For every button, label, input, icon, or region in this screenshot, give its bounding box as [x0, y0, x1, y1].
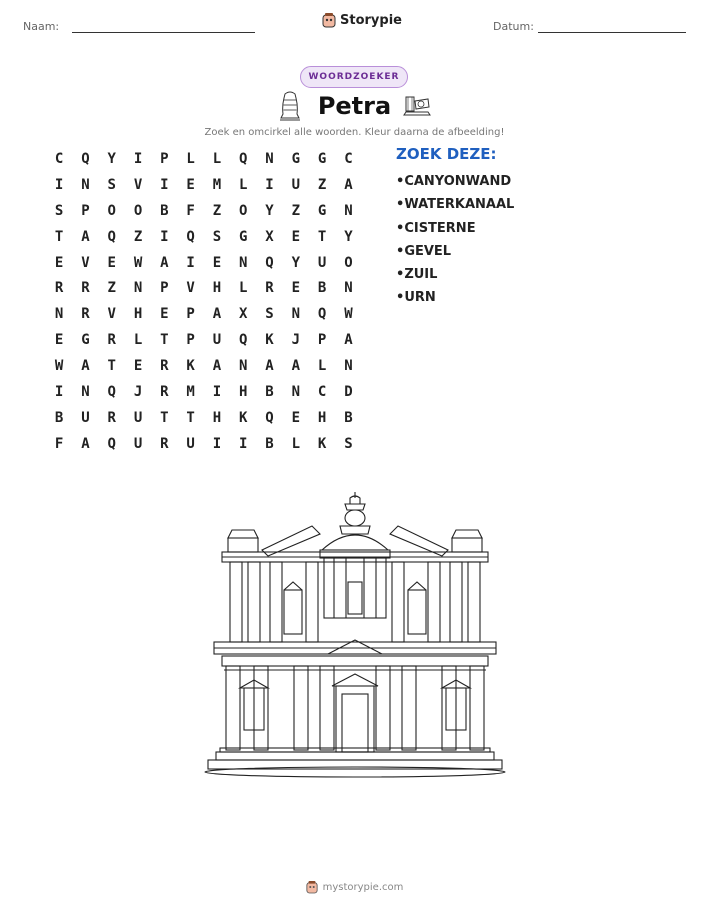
word-list-item: • URN: [396, 286, 514, 309]
grid-letter[interactable]: E: [133, 358, 143, 375]
grid-letter[interactable]: V: [186, 280, 195, 297]
grid-letter[interactable]: H: [212, 409, 222, 426]
grid-letter[interactable]: H: [133, 306, 143, 323]
grid-letter[interactable]: C: [344, 150, 353, 167]
grid-letter[interactable]: L: [186, 150, 195, 167]
grid-letter[interactable]: I: [212, 435, 222, 452]
grid-letter[interactable]: E: [160, 306, 169, 323]
grid-letter[interactable]: N: [239, 358, 248, 375]
grid-letter[interactable]: B: [160, 202, 169, 219]
grid-letter[interactable]: C: [317, 383, 327, 400]
grid-letter[interactable]: Z: [133, 228, 143, 245]
grid-letter[interactable]: P: [160, 280, 169, 297]
grid-letter[interactable]: T: [317, 228, 327, 245]
grid-letter[interactable]: A: [344, 332, 353, 349]
grid-letter[interactable]: U: [212, 332, 222, 349]
grid-letter[interactable]: M: [186, 383, 195, 400]
word-list-item: • WATERKANAAL: [396, 193, 514, 216]
grid-letter[interactable]: E: [54, 254, 64, 271]
grid-letter[interactable]: L: [239, 280, 248, 297]
grid-letter[interactable]: I: [54, 383, 64, 400]
grid-letter[interactable]: O: [344, 254, 353, 271]
grid-letter[interactable]: F: [54, 435, 64, 452]
grid-letter[interactable]: S: [107, 176, 116, 193]
grid-letter[interactable]: N: [291, 383, 301, 400]
instructions-text: Zoek en omcirkel alle woorden. Kleur daarna de afbeelding!: [204, 127, 505, 138]
grid-letter[interactable]: O: [239, 202, 248, 219]
grid-letter[interactable]: G: [291, 150, 301, 167]
grid-letter[interactable]: Z: [291, 202, 301, 219]
grid-letter[interactable]: H: [239, 383, 248, 400]
grid-letter[interactable]: Q: [107, 228, 116, 245]
grid-letter[interactable]: H: [317, 409, 327, 426]
grid-letter[interactable]: Y: [344, 228, 353, 245]
grid-letter[interactable]: I: [160, 228, 169, 245]
grid-letter[interactable]: E: [291, 280, 301, 297]
grid-letter[interactable]: O: [133, 202, 143, 219]
grid-letter[interactable]: N: [133, 280, 143, 297]
date-line[interactable]: [538, 32, 686, 33]
grid-letter[interactable]: S: [212, 228, 222, 245]
word-list-item: • GEVEL: [396, 240, 514, 263]
grid-letter[interactable]: Q: [107, 383, 116, 400]
footer: [0, 880, 709, 894]
grid-letter[interactable]: S: [265, 306, 274, 323]
grid-letter[interactable]: Z: [212, 202, 222, 219]
page-title: Petra: [317, 92, 392, 120]
grid-letter[interactable]: J: [291, 332, 301, 349]
grid-letter[interactable]: E: [186, 176, 195, 193]
grid-letter[interactable]: A: [81, 228, 90, 245]
grid-letter[interactable]: W: [54, 358, 64, 375]
grid-letter[interactable]: I: [212, 383, 222, 400]
grid-letter[interactable]: L: [317, 358, 327, 375]
grid-letter[interactable]: A: [212, 306, 222, 323]
grid-letter[interactable]: R: [107, 409, 116, 426]
grid-letter[interactable]: Q: [81, 150, 90, 167]
grid-letter[interactable]: Q: [239, 332, 248, 349]
grid-row: [46, 431, 362, 457]
grid-letter[interactable]: Q: [186, 228, 195, 245]
grid-letter[interactable]: N: [265, 150, 274, 167]
grid-letter[interactable]: N: [291, 306, 301, 323]
grid-letter[interactable]: K: [317, 435, 327, 452]
grid-letter[interactable]: L: [239, 176, 248, 193]
grid-letter[interactable]: N: [81, 383, 90, 400]
grid-letter[interactable]: R: [160, 358, 169, 375]
grid-letter[interactable]: D: [344, 383, 353, 400]
grid-row: [46, 146, 362, 172]
grid-letter[interactable]: I: [133, 150, 143, 167]
petra-facade-illustration[interactable]: [200, 490, 510, 780]
grid-letter[interactable]: G: [81, 332, 90, 349]
grid-letter[interactable]: V: [81, 254, 90, 271]
grid-letter[interactable]: A: [81, 358, 90, 375]
grid-letter[interactable]: Q: [239, 150, 248, 167]
grid-letter[interactable]: I: [160, 176, 169, 193]
grid-letter[interactable]: M: [212, 176, 222, 193]
grid-letter[interactable]: G: [239, 228, 248, 245]
grid-letter[interactable]: U: [317, 254, 327, 271]
name-label: Naam:: [23, 20, 60, 33]
grid-letter[interactable]: H: [212, 280, 222, 297]
grid-letter[interactable]: E: [212, 254, 222, 271]
grid-letter[interactable]: N: [54, 306, 64, 323]
grid-letter[interactable]: N: [344, 358, 353, 375]
word-list-heading: ZOEK DEZE:: [396, 145, 497, 163]
grid-letter[interactable]: U: [186, 435, 195, 452]
grid-letter[interactable]: P: [317, 332, 327, 349]
grid-letter[interactable]: R: [107, 332, 116, 349]
brand-name: Storypie: [340, 12, 402, 28]
grid-letter[interactable]: A: [81, 435, 90, 452]
grid-letter[interactable]: J: [133, 383, 143, 400]
grid-letter[interactable]: P: [81, 202, 90, 219]
grid-letter[interactable]: C: [54, 150, 64, 167]
grid-letter[interactable]: B: [265, 383, 274, 400]
column-ruins-icon: [403, 93, 431, 119]
grid-letter[interactable]: K: [239, 409, 248, 426]
word-list: [396, 170, 514, 310]
grid-letter[interactable]: U: [133, 409, 143, 426]
grid-letter[interactable]: W: [344, 306, 353, 323]
grid-letter[interactable]: N: [239, 254, 248, 271]
grid-letter[interactable]: T: [160, 409, 169, 426]
grid-row: [46, 379, 362, 405]
grid-row: [46, 301, 362, 327]
word-list-item: • CANYONWAND: [396, 170, 514, 193]
grid-letter[interactable]: A: [212, 358, 222, 375]
grid-letter[interactable]: E: [54, 332, 64, 349]
grid-row: [46, 250, 362, 276]
grid-letter[interactable]: L: [212, 150, 222, 167]
grid-letter[interactable]: R: [81, 306, 90, 323]
grid-letter[interactable]: L: [133, 332, 143, 349]
grid-letter[interactable]: P: [186, 306, 195, 323]
grid-letter[interactable]: S: [54, 202, 64, 219]
name-line[interactable]: [72, 32, 255, 33]
grid-letter[interactable]: R: [81, 280, 90, 297]
footer-url[interactable]: mystorypie.com: [322, 881, 404, 893]
grid-letter[interactable]: V: [133, 176, 143, 193]
grid-letter[interactable]: R: [160, 383, 169, 400]
grid-letter[interactable]: K: [265, 332, 274, 349]
grid-letter[interactable]: I: [265, 176, 274, 193]
grid-row: [46, 224, 362, 250]
grid-letter[interactable]: F: [186, 202, 195, 219]
grid-letter[interactable]: R: [265, 280, 274, 297]
grid-letter[interactable]: T: [54, 228, 64, 245]
grid-row: [46, 172, 362, 198]
grid-letter[interactable]: G: [317, 150, 327, 167]
grid-letter[interactable]: R: [160, 435, 169, 452]
grid-letter[interactable]: E: [291, 409, 301, 426]
grid-letter[interactable]: A: [291, 358, 301, 375]
brand-logo: [322, 12, 402, 28]
grid-letter[interactable]: Y: [265, 202, 274, 219]
grid-letter[interactable]: T: [107, 358, 116, 375]
grid-letter[interactable]: O: [107, 202, 116, 219]
grid-letter[interactable]: B: [54, 409, 64, 426]
word-search-grid: [46, 146, 362, 457]
grid-letter[interactable]: N: [344, 280, 353, 297]
grid-letter[interactable]: U: [133, 435, 143, 452]
grid-letter[interactable]: A: [160, 254, 169, 271]
grid-letter[interactable]: I: [54, 176, 64, 193]
grid-letter[interactable]: N: [344, 202, 353, 219]
grid-letter[interactable]: Q: [317, 306, 327, 323]
grid-row: [46, 275, 362, 301]
grid-letter[interactable]: E: [107, 254, 116, 271]
grid-letter[interactable]: Q: [265, 254, 274, 271]
grid-letter[interactable]: N: [81, 176, 90, 193]
grid-letter[interactable]: S: [344, 435, 353, 452]
word-list-item: • ZUIL: [396, 263, 514, 286]
grid-letter[interactable]: A: [344, 176, 353, 193]
grid-letter[interactable]: T: [160, 332, 169, 349]
grid-letter[interactable]: L: [291, 435, 301, 452]
grid-letter[interactable]: Z: [317, 176, 327, 193]
storypie-mascot-icon: [306, 880, 318, 894]
grid-letter[interactable]: Q: [265, 409, 274, 426]
grid-letter[interactable]: U: [291, 176, 301, 193]
grid-letter[interactable]: B: [265, 435, 274, 452]
grid-row: [46, 327, 362, 353]
grid-letter[interactable]: X: [265, 228, 274, 245]
word-list-item: • CISTERNE: [396, 217, 514, 240]
grid-letter[interactable]: E: [291, 228, 301, 245]
grid-letter[interactable]: P: [160, 150, 169, 167]
category-badge: WOORDZOEKER: [300, 66, 408, 88]
grid-letter[interactable]: W: [133, 254, 143, 271]
grid-letter[interactable]: V: [107, 306, 116, 323]
grid-letter[interactable]: Y: [291, 254, 301, 271]
grid-letter[interactable]: T: [186, 409, 195, 426]
storypie-mascot-icon: [322, 12, 336, 28]
grid-letter[interactable]: U: [81, 409, 90, 426]
grid-letter[interactable]: Q: [107, 435, 116, 452]
grid-letter[interactable]: G: [317, 202, 327, 219]
grid-row: [46, 405, 362, 431]
grid-letter[interactable]: Y: [107, 150, 116, 167]
grid-letter[interactable]: K: [186, 358, 195, 375]
grid-letter[interactable]: P: [186, 332, 195, 349]
grid-letter[interactable]: X: [239, 306, 248, 323]
grid-letter[interactable]: B: [317, 280, 327, 297]
grid-letter[interactable]: I: [239, 435, 248, 452]
grid-letter[interactable]: A: [265, 358, 274, 375]
grid-letter[interactable]: I: [186, 254, 195, 271]
grid-letter[interactable]: B: [344, 409, 353, 426]
date-label: Datum:: [493, 20, 534, 33]
grid-row: [46, 353, 362, 379]
grid-row: [46, 198, 362, 224]
grid-letter[interactable]: R: [54, 280, 64, 297]
grid-letter[interactable]: Z: [107, 280, 116, 297]
